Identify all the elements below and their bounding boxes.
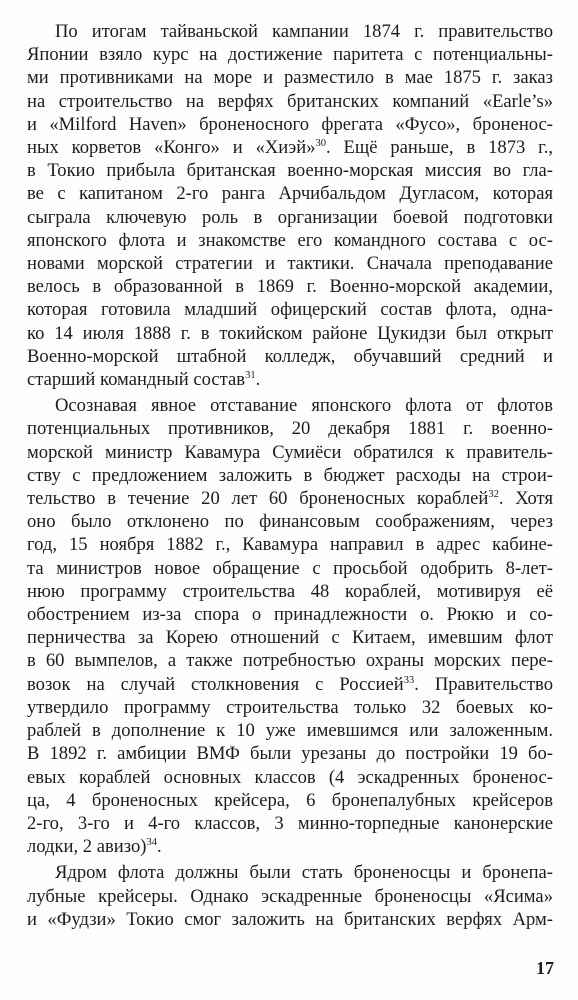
text-line (27, 368, 553, 391)
line-text: раблей в дополнение к 10 уже имевшимся или заложенным. (27, 720, 553, 742)
line-text: ве с капитаном 2-го ранга Арчибальдом Дугласом, которая (27, 183, 553, 205)
text-line (27, 812, 553, 835)
text-line (27, 908, 553, 931)
text-line (27, 835, 553, 858)
text-line (27, 322, 553, 345)
footnote-marker[interactable]: 31 (245, 370, 256, 382)
line-text: перничества за Корею отношений с Китаем, имевшим флот (27, 627, 553, 649)
footnote-marker[interactable]: 30 (315, 138, 326, 150)
line-text: ца, 4 броненосных крейсера, 6 бронепалубных крейсеров (27, 789, 553, 811)
line-text: Ядром флота должны были стать броненосцы и бронепа- (55, 862, 553, 884)
text-line (27, 43, 553, 66)
text-line (27, 696, 553, 719)
line-text: новами морской стратегии и тактики. Сначала преподавание (27, 253, 553, 275)
footnote-marker[interactable]: 32 (488, 489, 499, 501)
line-text: лодки, 2 авизо) (27, 836, 147, 858)
line-text: которая готовила младший офицерский состав флота, одна- (27, 299, 553, 321)
text-line (27, 66, 553, 89)
line-text: тельство в течение 20 лет 60 броненосных кораблей (27, 488, 489, 510)
line-text: обострением из-за спора о принадлежности о. Рюкю и со- (27, 604, 553, 626)
line-text: год, 15 ноября 1882 г., Кавамура направил в адрес кабине- (27, 534, 553, 556)
line-text: ми противниками на море и разместило в мае 1875 г. заказ (27, 67, 553, 89)
line-text: велось в образованной в 1869 г. Военно-морской академии, (27, 276, 553, 298)
line-text: старший командный состав (27, 369, 246, 391)
line-text: морской министр Кавамура Сумиёси обратился к правитель- (27, 441, 553, 463)
footnote-marker[interactable]: 33 (403, 674, 415, 686)
text-line (27, 275, 553, 298)
text-line (27, 206, 553, 229)
text-line (27, 510, 553, 533)
line-text: 2-го, 3-го и 4-го классов, 3 минно-торпедные канонерские (27, 812, 553, 834)
text-line (27, 252, 553, 275)
text-line (27, 159, 553, 182)
line-text: оно было отклонено по финансовым соображениям, через (27, 511, 553, 533)
text-line (27, 719, 553, 742)
line-text-tail: . (156, 836, 162, 858)
line-text: японского флота и знакомстве его командного состава с ос- (27, 229, 553, 251)
text-line (27, 113, 553, 136)
line-text-tail: . Правительство (414, 673, 553, 695)
line-text: та министров новое обращение с просьбой одобрить 8-лет- (27, 557, 553, 579)
line-text-tail: . Хотя (498, 488, 553, 510)
line-text: Военно-морской штабной колледж, обучавший средний и (27, 345, 553, 367)
line-text: Осознавая явное отставание японского флота от флотов (55, 395, 553, 417)
text-line (27, 603, 553, 626)
paragraph (27, 861, 553, 931)
line-text: сыграла ключевую роль в организации боевой подготовки (27, 206, 553, 228)
line-text: По итогам тайваньской кампании 1874 г. правительство (55, 21, 553, 42)
paragraph (27, 394, 553, 858)
line-text: в 60 вымпелов, а также потребностью охраны морских пере- (27, 650, 553, 672)
text-line (27, 533, 553, 556)
text-line (27, 417, 553, 440)
text-line (27, 441, 553, 464)
line-text: ко 14 июля 1888 г. в токийском районе Цукидзи был открыт (27, 322, 553, 344)
text-line (27, 136, 553, 159)
text-line (27, 649, 553, 672)
line-text: на строительство на верфях британских компаний «Earle’s» (27, 90, 553, 112)
text-line (27, 298, 553, 321)
line-text: возок на случай столкновения с Россией (27, 673, 404, 695)
line-text: и «Фудзи» Токио смог заложить на британских верфях Арм- (27, 908, 553, 930)
line-text: утвердило программу строительства только 32 боевых ко- (27, 696, 553, 718)
text-line (27, 90, 553, 113)
text-line (27, 580, 553, 603)
text-line (27, 20, 553, 43)
line-text: ных корветов «Конго» и «Хиэй» (27, 137, 316, 159)
line-text-tail: . (255, 369, 261, 391)
line-text: нюю программу строительства 48 кораблей, мотивируя её (27, 580, 553, 602)
line-text: потенциальных противников, 20 декабря 1881 г. военно- (27, 418, 553, 440)
text-line (27, 229, 553, 252)
text-line (27, 182, 553, 205)
line-text: лубные крейсеры. Однако эскадренные броненосцы «Ясима» (27, 885, 553, 907)
footnote-marker[interactable]: 34 (146, 837, 157, 849)
line-text: ству с предложением заложить в бюджет расходы на строи- (27, 464, 553, 486)
text-line (27, 464, 553, 487)
line-text: В 1892 г. амбиции ВМФ были урезаны до постройки 19 бо- (27, 743, 553, 765)
line-text: и «Milford Haven» броненосного фрегата «Фусо», броненос- (27, 113, 553, 135)
line-text-tail: . Ещё раньше, в 1873 г., (326, 137, 554, 159)
text-line (27, 394, 553, 417)
line-text: Японии взяло курс на достижение паритета с потенциальны- (27, 44, 553, 66)
body-text (27, 20, 553, 931)
text-line (27, 766, 553, 789)
text-line (27, 557, 553, 580)
line-text: евых кораблей основных классов (4 эскадренных броненос- (27, 766, 553, 788)
text-line (27, 742, 553, 765)
line-text: в Токио прибыла британская военно-морская миссия во гла- (27, 160, 553, 182)
paragraph (27, 20, 553, 391)
text-line (27, 789, 553, 812)
text-line (27, 345, 553, 368)
page-number: 17 (536, 958, 554, 978)
text-line (27, 487, 553, 510)
text-line (27, 885, 553, 908)
text-line (27, 626, 553, 649)
text-line (27, 673, 553, 696)
text-line (27, 861, 553, 884)
